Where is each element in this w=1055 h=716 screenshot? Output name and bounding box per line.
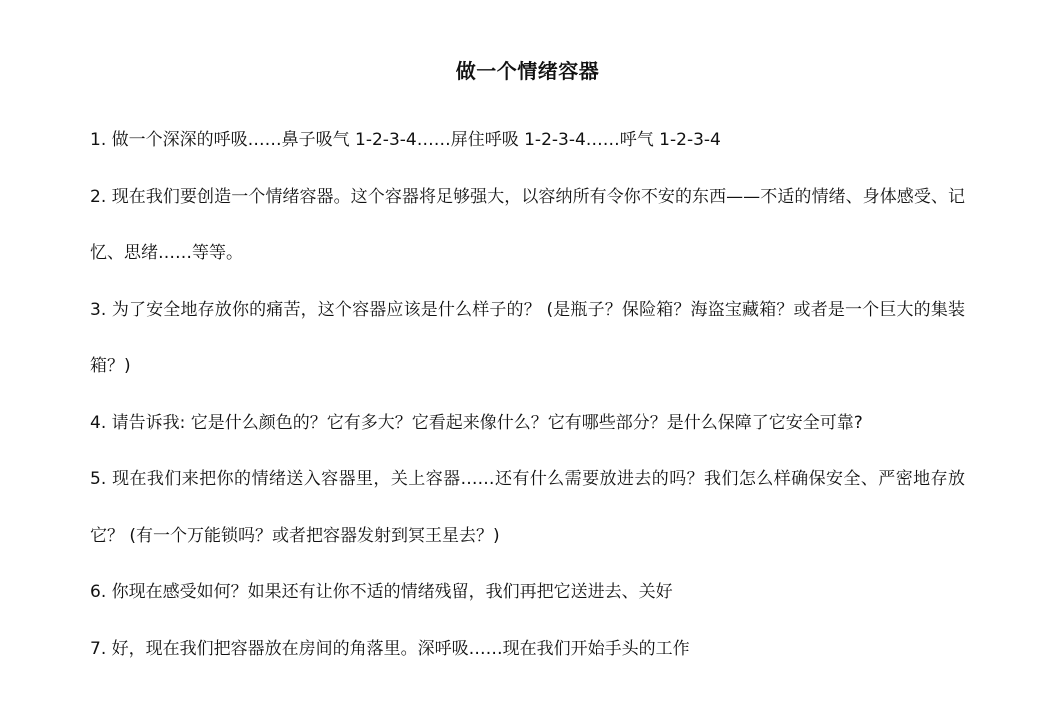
list-item — [90, 169, 965, 282]
item-number: 2. — [90, 186, 107, 207]
item-number: 1. — [90, 130, 107, 150]
item-text: 现在我们要创造一个情绪容器。这个容器将足够强大，以容纳所有令你不安的东西——不适的情绪、身体感受、记忆、思绪……等等。 — [90, 186, 966, 263]
item-number: 3. — [90, 299, 107, 320]
list-item — [90, 451, 965, 564]
list-item — [90, 282, 965, 395]
item-number: 6. — [90, 582, 107, 602]
item-number: 5. — [90, 469, 107, 489]
item-text: 现在我们来把你的情绪送入容器里，关上容器……还有什么需要放进去的吗？我们怎么样确保安全、严密地存放它？ (有一个万能锁吗？或者把容器发射到冥王星去？) — [90, 469, 965, 546]
item-text: 好，现在我们把容器放在房间的角落里。深呼吸……现在我们开始手头的工作 — [111, 638, 690, 659]
list-item — [90, 112, 965, 169]
instruction-list — [90, 112, 965, 677]
item-text: 做一个深深的呼吸……鼻子吸气 1-2-3-4……屏住呼吸 1-2-3-4……呼气 1-2-3-4 — [111, 130, 721, 150]
list-item — [90, 564, 965, 621]
page-title: 做一个情绪容器 — [455, 59, 600, 83]
item-text: 为了安全地存放你的痛苦，这个容器应该是什么样子的？ (是瓶子？保险箱？海盗宝藏箱？或者是一个巨大的集装箱？) — [90, 299, 965, 376]
list-item — [90, 395, 965, 452]
item-number: 4. — [90, 412, 107, 433]
item-text: 你现在感受如何？如果还有让你不适的情绪残留，我们再把它送进去、关好 — [111, 582, 673, 602]
item-number: 7. — [90, 638, 107, 659]
list-item — [90, 621, 965, 678]
item-text: 请告诉我: 它是什么颜色的？它有多大？它看起来像什么？它有哪些部分？是什么保障了它安全可靠? — [111, 412, 863, 433]
